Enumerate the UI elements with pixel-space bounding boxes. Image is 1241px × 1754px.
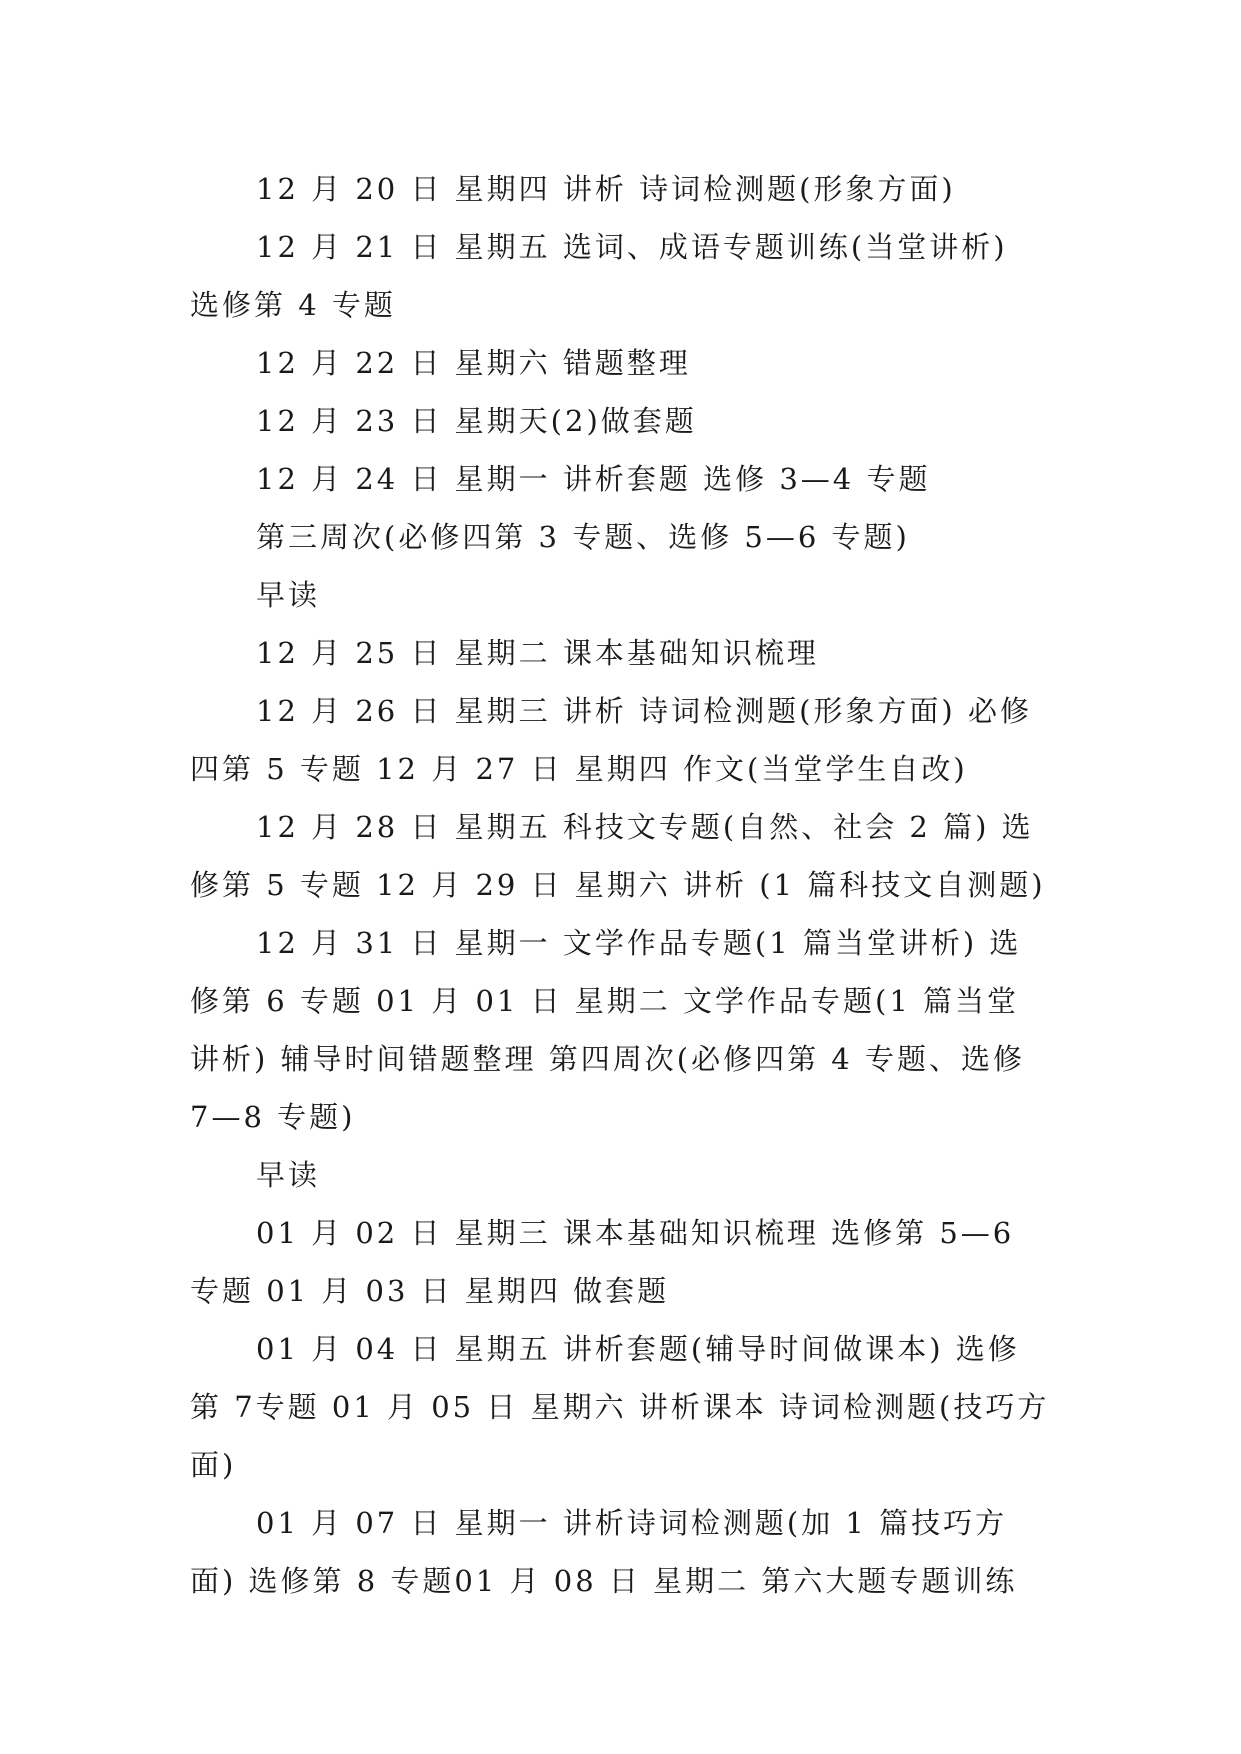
paragraph-schedule-1221: 12 月 21 日 星期五 选词、成语专题训练(当堂讲析) 选修第 4 专题 xyxy=(190,230,1008,322)
paragraph-schedule-1225: 12 月 25 日 星期二 课本基础知识梳理 xyxy=(256,636,819,670)
paragraph-schedule-0102: 01 月 02 日 星期三 课本基础知识梳理 选修第 5—6 专题 01 月 03 日 星期四 做套题 xyxy=(190,1216,1015,1308)
paragraph-week-three-heading: 第三周次(必修四第 3 专题、选修 5—6 专题) xyxy=(256,520,910,554)
paragraph-schedule-1220: 12 月 20 日 星期四 讲析 诗词检测题(形象方面) xyxy=(256,172,956,206)
paragraph-morning-reading-2: 早读 xyxy=(256,1158,321,1192)
paragraph-schedule-0107: 01 月 07 日 星期一 讲析诗词检测题(加 1 篇技巧方面) 选修第 8 专题01 月 08 日 星期二 第六大题专题训练 xyxy=(190,1506,1018,1598)
paragraph-schedule-1228: 12 月 28 日 星期五 科技文专题(自然、社会 2 篇) 选修第 5 专题 12 月 29 日 星期六 讲析 (1 篇科技文自测题) xyxy=(190,810,1046,902)
paragraph-schedule-1226: 12 月 26 日 星期三 讲析 诗词检测题(形象方面) 必修四第 5 专题 12 月 27 日 星期四 作文(当堂学生自改) xyxy=(190,694,1032,786)
paragraph-schedule-1222: 12 月 22 日 星期六 错题整理 xyxy=(256,346,691,380)
paragraph-schedule-1231: 12 月 31 日 星期一 文学作品专题(1 篇当堂讲析) 选修第 6 专题 01 月 01 日 星期二 文学作品专题(1 篇当堂讲析) 辅导时间错题整理 第四周次(必修四第 4 专题、选修 7—8 专题) xyxy=(190,926,1025,1134)
document-body xyxy=(190,160,1050,1610)
paragraph-schedule-1223: 12 月 23 日 星期天(2)做套题 xyxy=(256,404,697,438)
paragraph-schedule-0104: 01 月 04 日 星期五 讲析套题(辅导时间做课本) 选修第 7专题 01 月 05 日 星期六 讲析课本 诗词检测题(技巧方面) xyxy=(190,1332,1050,1482)
paragraph-morning-reading-1: 早读 xyxy=(256,578,321,612)
paragraph-schedule-1224: 12 月 24 日 星期一 讲析套题 选修 3—4 专题 xyxy=(256,462,931,496)
